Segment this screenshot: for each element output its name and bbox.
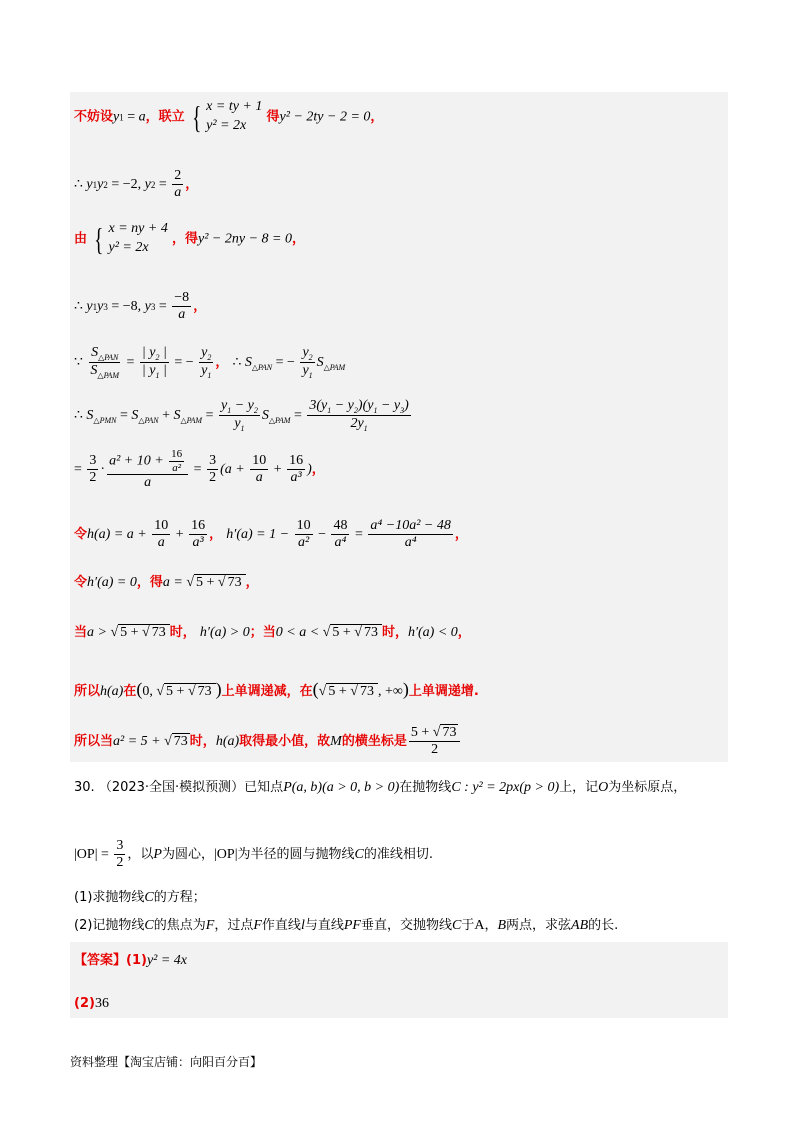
solution-line-7: = $\frac{3}{2}$ · a² + 10 + $\frac{16}{\text{a²}}$ a = $\frac{3}{2}$ (a + $\frac{10}{a}$ + $\frac{16}{\text{a³}}$ )，: [74, 448, 325, 491]
solution-line-1: 不妨设y1 = a，联立 { x = ty + 1 y² = 2x 得y² − 2ty − 2 = 0，: [74, 98, 384, 135]
question-part-1: (1)求抛物线C的方程；: [74, 890, 206, 905]
solution-line-11: 所以h(a)在(0, √ 5 + √ 73 )上单调递减，在(√ 5 + √ 73 , +∞)上单调递增.: [74, 679, 479, 699]
system-2: { x = ny + 4 y² = 2x: [94, 220, 168, 257]
solution-line-5: ∵ $\frac{S_{\triangle PAN}}{S_{\triangle PAM}}$ = $\frac{| y_2 |}{| y_1 |}$ = − $\frac{y_2}{y_1}$ ， ∴ $S_{\triangle PAN}$ = − $\frac{y_2}{y_1}$ $S_{\triangle PAM}$: [74, 345, 346, 380]
answer-part-2: (2)36: [74, 996, 109, 1011]
solution-line-9: 令h′(a) = 0，得a = √ 5 + √ 73 ，: [74, 575, 259, 590]
question-30-line-2: |OP| = $\frac{3}{2}$ ，以P为圆心，|OP|为半径的圆与抛物线C的准线相切.: [74, 838, 434, 871]
solution-line-12: 所以当a² = 5 + √ 73 时，h(a)取得最小值，故M的横坐标是 $\frac{5 + √ 73}{2}$: [74, 725, 462, 758]
solution-line-6: ∴ $S_{\triangle PMN} = S_{\triangle PAN} + S_{\triangle PAM}$ = $\frac{y_1 - y_2}{y_1}$ $S_{\triangle PAM}$ = $\frac{3(y_1 - y_2)(y_1 - y_3)}{2y_1}$: [74, 398, 409, 433]
question-30-line-1: 30. （2023·全国·模拟预测）已知点P(a, b)(a > 0, b > 0)在抛物线C : y² = 2px(p > 0)上，记O为坐标原点，: [74, 780, 687, 795]
page-footer: 资料整理【淘宝店铺：向阳百分百】: [70, 1055, 263, 1069]
solution-line-8: 令h(a) = a + $\frac{10}{a}$ + $\frac{16}{\text{a³}}$ ， h′(a) = 1 − $\frac{10}{\text{a²}}$ − $\frac{48}{\text{a⁴}}$ = $\frac{\text{a⁴ −10a² − 48}}{\text{a⁴}}$ ，: [74, 518, 468, 551]
solution-line-4: ∴ y1y3 = −8, y3 = $\frac{-8}{a}$ ，: [74, 290, 207, 323]
solution-line-2: ∴ y1y2 = −2, y2 = $\frac{2}{a}$ ，: [74, 168, 199, 201]
solution-line-3: 由 { x = ny + 4 y² = 2x ，得y² − 2ny − 8 = 0，: [74, 220, 305, 257]
system-1: { x = ty + 1 y² = 2x: [191, 98, 263, 135]
question-part-2: (2)记抛物线C的焦点为F，过点F作直线l与直线PF垂直，交抛物线C于A，B两点，求弦AB的长.: [74, 918, 619, 933]
solution-line-10: 当a > √ 5 + √ 73 时， h′(a) > 0；当0 < a < √ 5 + √ 73 时，h′(a) < 0，: [74, 625, 471, 640]
answer-part-1: 【答案】(1)y² = 4x: [74, 953, 188, 968]
